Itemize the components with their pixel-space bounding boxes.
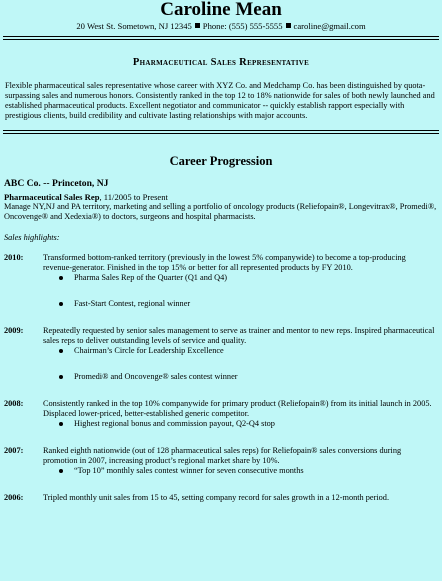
entry-text: Tripled monthly unit sales from 15 to 45, setting company record for sales growth in a 12-month period. [43, 493, 390, 502]
entry-year: 2007: [4, 446, 24, 455]
bullet-item: Chairman’s Circle for Leadership Excellence [59, 346, 439, 356]
highlights-label: Sales highlights: [4, 233, 60, 242]
square-bullet-icon [286, 23, 291, 28]
entry-text: Transformed bottom-ranked territory (previously in the lowest 5% companywide) to become a top-producing revenue-generator. Finished in the top 15% or better for all represented products by FY 2010. [43, 253, 406, 272]
divider-summary-second [3, 133, 439, 134]
highlight-entry [4, 446, 439, 466]
city: Sometown, NJ 12345 [117, 21, 192, 31]
bullet-list [3, 273, 439, 309]
objective-title: Pharmaceutical Sales Representative [132, 57, 310, 68]
bullet-item: Highest regional bonus and commission payout, Q2-Q4 stop [59, 419, 439, 429]
phone: Phone: (555) 555-5555 [202, 21, 283, 31]
entry-year: 2010: [4, 253, 24, 262]
highlight-entry [4, 253, 439, 273]
divider-summary [3, 130, 439, 131]
bullet-item: Pharma Sales Rep of the Quarter (Q1 and Q4) [59, 273, 439, 283]
bullet-list [3, 346, 439, 382]
section-title-career: Career Progression [169, 154, 273, 168]
bullet-item: Promedi® and Oncovenge® sales contest winner [59, 372, 439, 382]
address: 20 West St. [76, 21, 116, 31]
entry-year: 2008: [4, 399, 24, 408]
contact-line [3, 20, 439, 32]
bullet-list [3, 419, 439, 429]
candidate-name: Caroline Mean [160, 0, 282, 20]
bullet-item: Fast-Start Contest, regional winner [59, 299, 439, 309]
divider-top-second [3, 39, 439, 40]
highlight-entry [4, 399, 439, 419]
bullet-item: “Top 10” monthly sales contest winner for seven consecutive months [59, 466, 439, 476]
role-title: Pharmaceutical Sales Rep [4, 192, 100, 202]
email: caroline@gmail.com [293, 21, 366, 31]
square-bullet-icon [195, 23, 200, 28]
role-description: Manage NY,NJ and PA territory, marketing and selling a portfolio of oncology products (Reliefopain®, Longevitrax®, Promedi®, Oncovenge® and Xedexia®) to doctors, surgeons and hospital pharmacists. [4, 202, 437, 221]
highlight-entry [4, 493, 439, 503]
company-name: ABC Co. -- Princeton, NJ [4, 178, 109, 189]
bullet-list [3, 466, 439, 476]
entry-year: 2006: [4, 493, 24, 502]
divider-top [3, 36, 439, 37]
entry-text: Ranked eighth nationwide (out of 128 pharmaceutical sales reps) for Reliefopain® sales conversions during promotion in 2007, increasing product’s regional market share by 10%. [43, 446, 402, 465]
role-dates: , 11/2005 to Present [99, 192, 168, 202]
entry-year: 2009: [4, 326, 24, 335]
entry-text: Consistently ranked in the top 10% companywide for primary product (Reliefopain®) from its initial launch in 2005. Displaced lower-priced, better-established generic competitor. [43, 399, 432, 418]
highlight-entry [4, 326, 439, 346]
role-line [4, 192, 439, 202]
summary-text: Flexible pharmaceutical sales representative whose career with XYZ Co. and Medchamp Co. has been distinguished by quota-surpassing sales and numerous honors. Consistently ranked in the top 12 to 18% nationwide for sales of both newly launched and established pharmaceutical products. Excellent negotiator and communicator -- quickly establish rapport especially with prestigious clients, build credibility and cultivate lasting relationships with major accounts. [5, 81, 435, 120]
entry-text: Repeatedly requested by senior sales management to serve as trainer and mentor to new reps. Inspired pharmaceutical sales reps to deliver outstanding levels of service and quality. [43, 326, 435, 345]
